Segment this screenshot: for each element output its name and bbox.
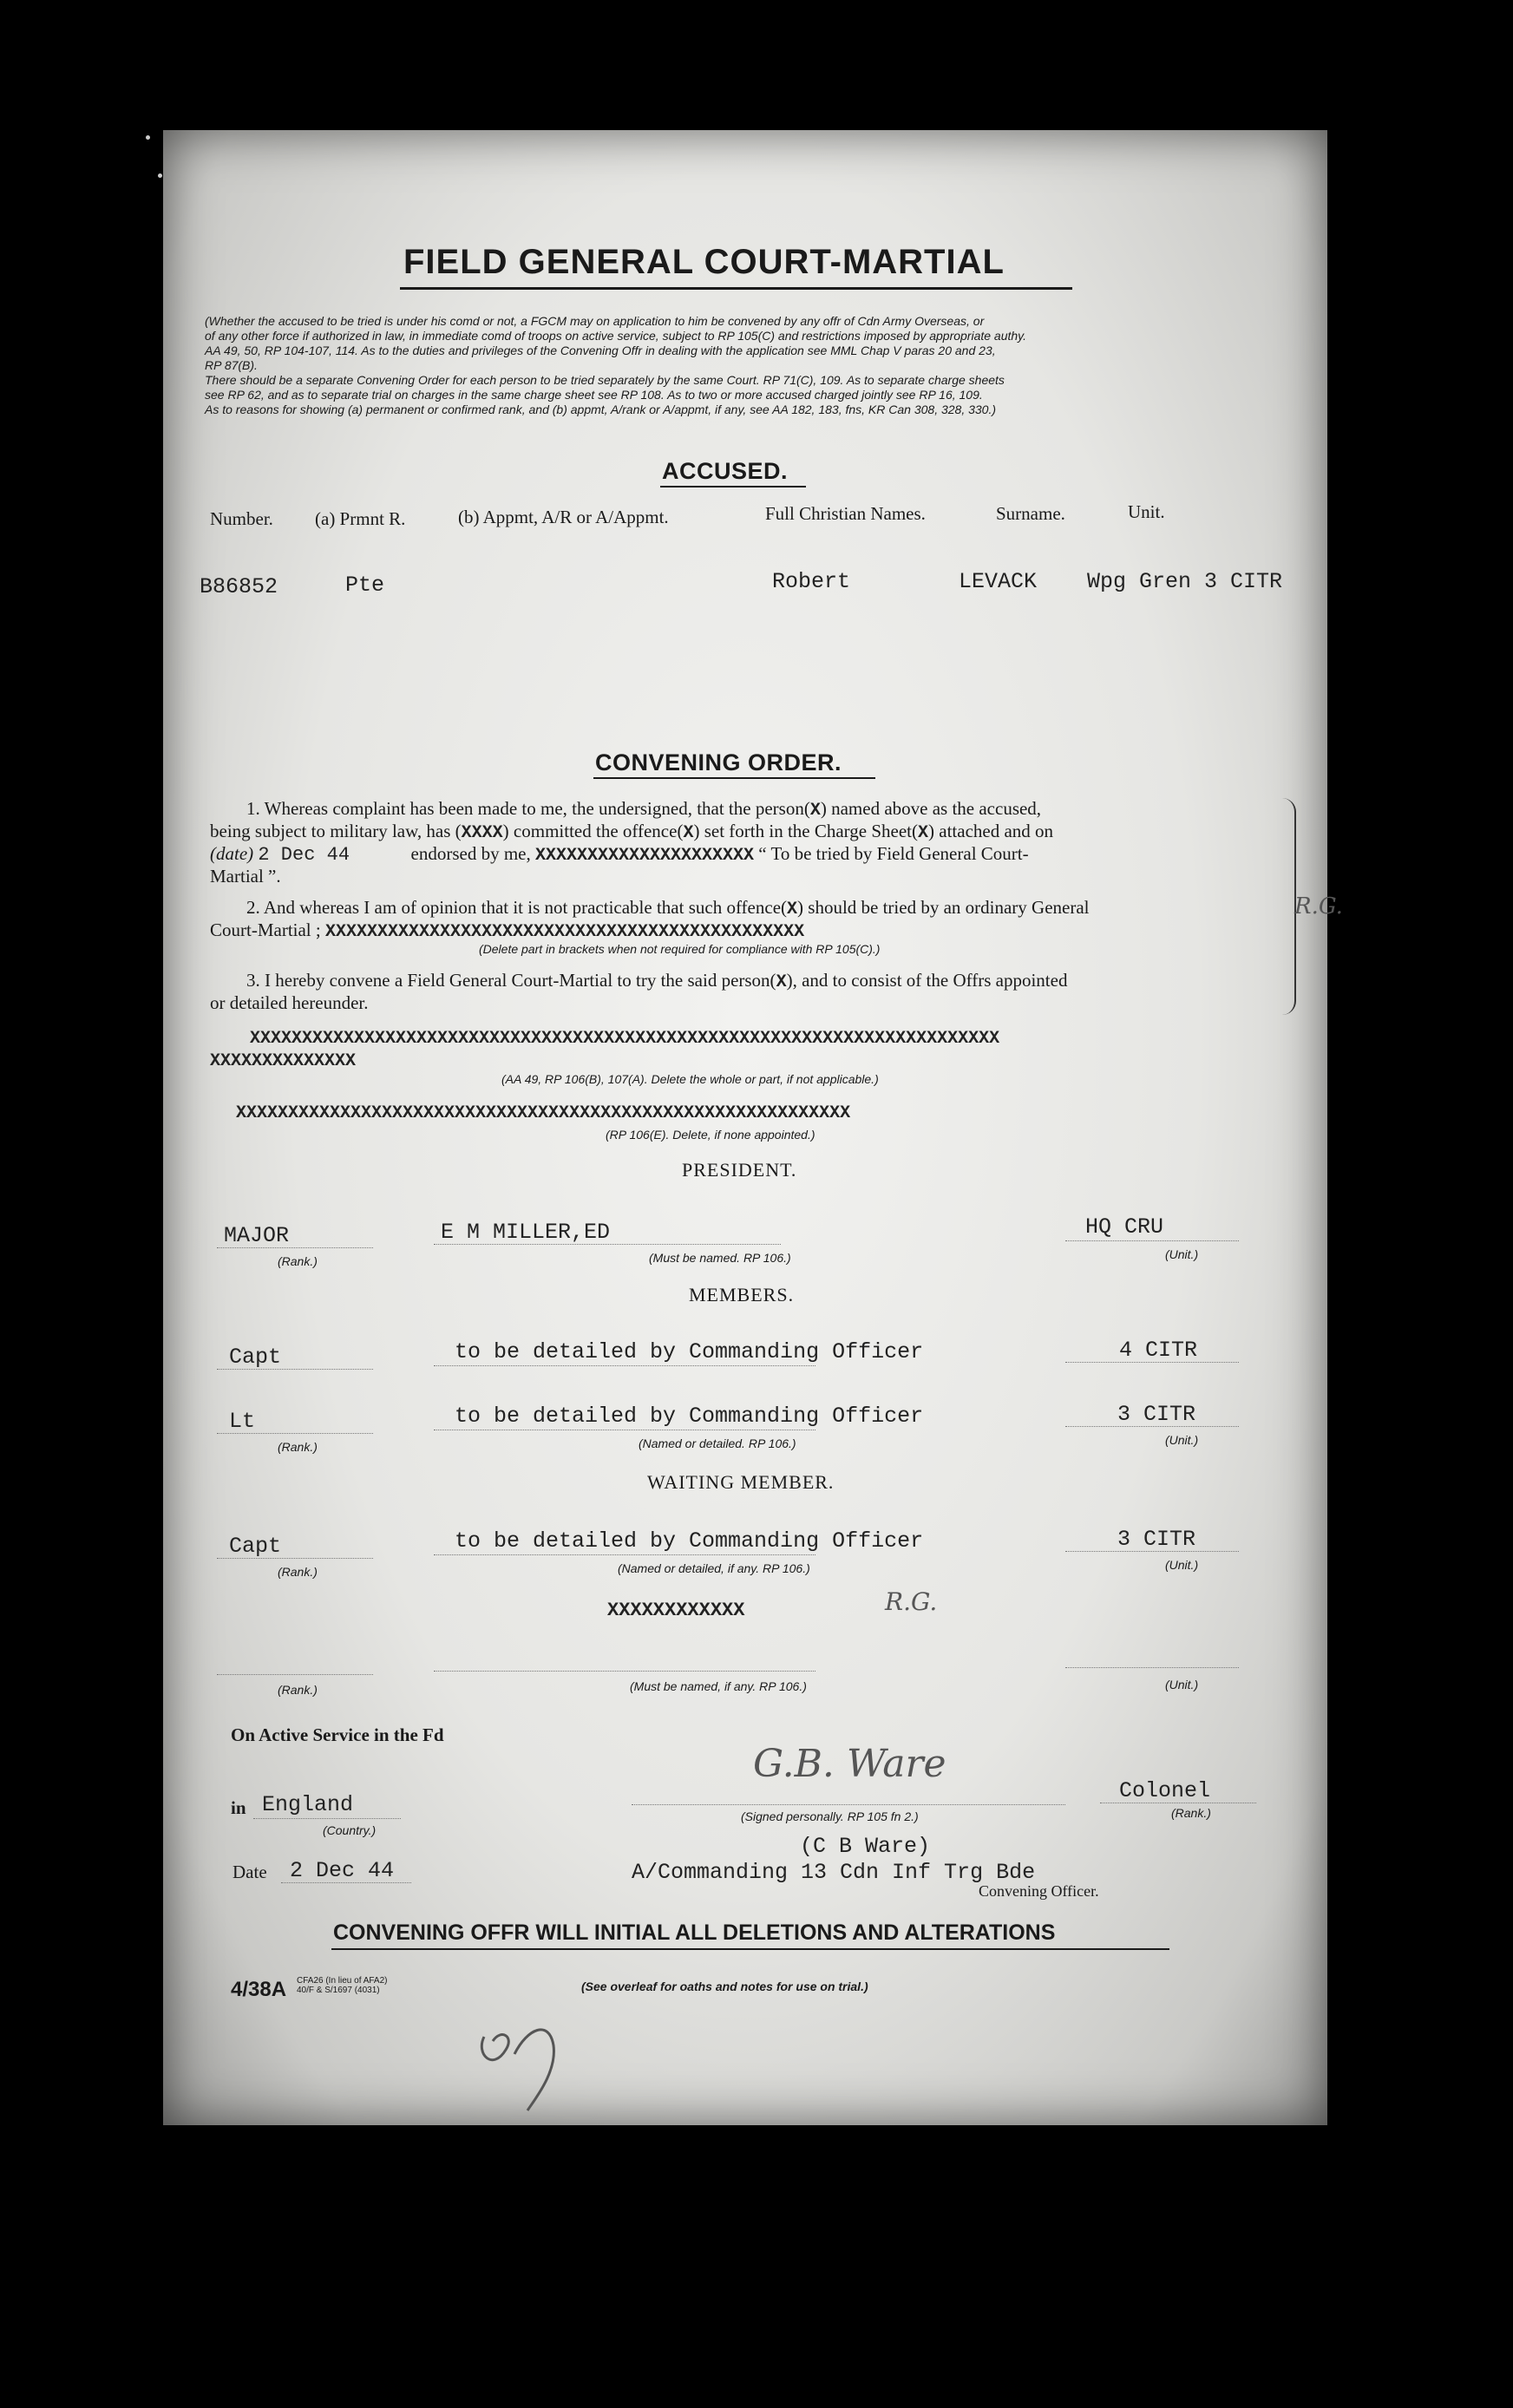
rule <box>217 1369 373 1370</box>
para3-text: ), and to consist of the Offrs appointed <box>786 970 1068 991</box>
form-number: 4/38A <box>231 1978 287 2001</box>
deleted-s: X <box>776 972 787 992</box>
para2-line1 <box>246 897 1090 920</box>
deleted-paragraph: XXXXXXXXXXXXXXXXXXXXXXXXXXXXXXXXXXXXXXXXXXXXXXXXXXXXXXXXXXXXXXXXXXXXXXXX <box>250 1029 1000 1049</box>
convening-underline <box>593 777 875 779</box>
form-small-line: 40/F & S/1697 (4031) <box>297 1986 380 1995</box>
rule <box>1065 1240 1239 1241</box>
president-heading: PRESIDENT. <box>682 1159 797 1181</box>
caption-must-be-named: (Must be named. RP 106.) <box>649 1251 791 1265</box>
para1-text: being subject to military law, has ( <box>210 821 462 841</box>
deleted-have: XXXX <box>461 823 503 843</box>
caption-rank: (Rank.) <box>1171 1806 1211 1820</box>
signatory-rank: Colonel <box>1119 1778 1211 1803</box>
para1-text: ) named above as the accused, <box>820 798 1042 819</box>
para2-text: ) should be tried by an ordinary General <box>797 897 1090 918</box>
para1-text: ) committed the offence( <box>502 821 684 841</box>
convening-officer-label: Convening Officer. <box>979 1882 1099 1900</box>
caption-named-or-detailed-if-any: (Named or detailed, if any. RP 106.) <box>618 1561 810 1575</box>
scan-speck <box>146 135 150 140</box>
caption-unit: (Unit.) <box>1165 1558 1199 1572</box>
col-prmnt-rank: (a) Prmnt R. <box>315 508 406 529</box>
intro-line: AA 49, 50, RP 104-107, 114. As to the duties and privileges of the Convening Offr in dealing with the application see MML Chap V paras 20 and 23, <box>205 344 996 357</box>
endorsed-date: 2 Dec 44 <box>258 844 350 866</box>
deleted-paragraph: XXXXXXXXXXXXXX <box>210 1051 357 1071</box>
rule <box>253 1818 401 1819</box>
para1-line2 <box>210 821 1053 844</box>
caption-aa49: (AA 49, RP 106(B), 107(A). Delete the whole or part, if not applicable.) <box>501 1072 879 1086</box>
para2-text: Court-Martial ; <box>210 919 321 940</box>
para3-text: 3. I hereby convene a Field General Court-Martial to try the said person( <box>246 970 776 991</box>
accused-underline <box>660 486 806 487</box>
para1-line4: Martial ”. <box>210 866 281 887</box>
pencil-scribble <box>467 2002 571 2115</box>
caption-country: (Country.) <box>323 1823 377 1837</box>
title-underline <box>400 287 1072 290</box>
accused-surname: LEVACK <box>959 569 1038 594</box>
date-label: (date) <box>210 843 254 864</box>
para1-text: ) set forth in the Charge Sheet( <box>693 821 919 841</box>
scan-speck <box>158 173 162 178</box>
signatory-name: (C B Ware) <box>800 1834 931 1859</box>
accused-heading: ACCUSED. <box>662 458 789 484</box>
col-number: Number. <box>210 508 273 529</box>
para1-text: “ To be tried by Field General Court- <box>758 843 1029 864</box>
form-small-line: CFA26 (In lieu of AFA2) <box>297 1976 388 1986</box>
intro-line: There should be a separate Convening Order for each person to be tried separately by the same Court. RP 71(C), 109. As to separate charge sheets <box>205 373 1005 387</box>
deleted-text: XXXXXXXXXXXXXXXXXXXXXXXXXXXXXXXXXXXXXXXXXXXXXX <box>324 922 805 942</box>
active-service: On Active Service in the Fd <box>231 1724 444 1745</box>
para1-line3 <box>210 843 1029 867</box>
form-title: FIELD GENERAL COURT-MARTIAL <box>403 243 1005 281</box>
caption-rank: (Rank.) <box>278 1440 318 1454</box>
intro-line: of any other force if authorized in law, in immediate comd of troops on active service, subject to RP 105(C) and restrictions imposed by appropriate authy. <box>205 329 1027 343</box>
convening-heading: CONVENING ORDER. <box>595 749 842 775</box>
col-surname: Surname. <box>996 503 1065 524</box>
accused-number: B86852 <box>200 574 278 599</box>
intro-line: As to reasons for showing (a) permanent or confirmed rank, and (b) appmt, A/rank or A/appmt, if any, see AA 182, 183, fns, KR Can 308, 328, 330.) <box>205 402 997 416</box>
country: England <box>262 1792 354 1817</box>
signature: G.B. Ware <box>753 1742 946 1786</box>
signatory-appointment: A/Commanding 13 Cdn Inf Trg Bde <box>632 1860 1036 1885</box>
in-label: in <box>231 1797 246 1818</box>
rule <box>217 1247 373 1248</box>
deleted-s: X <box>809 801 821 821</box>
rule <box>632 1804 1065 1805</box>
rule <box>281 1882 411 1883</box>
waiting-rank: Capt <box>229 1534 282 1559</box>
document-sheet <box>163 130 1343 2125</box>
para2-text: 2. And whereas I am of opinion that it is not practicable that such offence( <box>246 897 788 918</box>
rule <box>217 1558 373 1559</box>
footer-underline <box>331 1948 1169 1950</box>
member-name: to be detailed by Commanding Officer <box>455 1339 924 1364</box>
rule <box>434 1244 781 1245</box>
form-small-print <box>297 1976 388 1995</box>
caption-named-or-detailed: (Named or detailed. RP 106.) <box>639 1436 796 1450</box>
col-christian-names: Full Christian Names. <box>765 503 926 524</box>
member-unit: 4 CITR <box>1119 1338 1198 1363</box>
president-name: E M MILLER,ED <box>441 1220 611 1245</box>
president-unit: HQ CRU <box>1085 1214 1164 1240</box>
rule <box>434 1554 815 1555</box>
deleted-s: X <box>787 900 798 919</box>
para2-line2 <box>210 919 804 943</box>
waiting-unit: 3 CITR <box>1117 1527 1196 1552</box>
rule <box>1065 1551 1239 1552</box>
caption-must-be-named-if-any: (Must be named, if any. RP 106.) <box>630 1679 807 1693</box>
accused-rank: Pte <box>345 573 385 598</box>
intro-line: (Whether the accused to be tried is under his comd or not, a FGCM may on application to him be convened by any offr of Cdn Army Overseas, or <box>205 314 985 328</box>
president-rank: MAJOR <box>224 1223 290 1248</box>
deletion-initials: R.G. <box>885 1587 938 1616</box>
caption-rank: (Rank.) <box>278 1254 318 1268</box>
para2-caption: (Delete part in brackets when not required for compliance with RP 105(C).) <box>479 942 881 956</box>
caption-rp106e: (RP 106(E). Delete, if none appointed.) <box>606 1128 815 1142</box>
members-heading: MEMBERS. <box>689 1284 795 1305</box>
rule <box>434 1365 815 1366</box>
para3-line1 <box>246 970 1067 993</box>
caption-signed: (Signed personally. RP 105 fn 2.) <box>741 1809 919 1823</box>
margin-initials: R.G. <box>1294 893 1343 919</box>
col-appmt: (b) Appmt, A/R or A/Appmt. <box>458 507 669 527</box>
member-rank: Capt <box>229 1345 282 1370</box>
rule <box>217 1674 373 1675</box>
deleted-s: X <box>683 823 694 843</box>
caption-unit: (Unit.) <box>1165 1678 1199 1691</box>
caption-unit: (Unit.) <box>1165 1247 1199 1261</box>
para1-line1 <box>246 798 1041 821</box>
para1-text: 1. Whereas complaint has been made to me, the undersigned, that the person( <box>246 798 810 819</box>
intro-note <box>205 314 1289 417</box>
intro-line: see RP 62, and as to separate trial on charges in the same charge sheet see RP 108. As to two or more accused charged jointly see RP 16, 109. <box>205 388 983 402</box>
rule <box>1065 1667 1239 1668</box>
para1-text: endorsed by me, <box>410 843 531 864</box>
caption-rank: (Rank.) <box>278 1565 318 1579</box>
deleted-paragraph: XXXXXXXXXXXXXXXXXXXXXXXXXXXXXXXXXXXXXXXXXXXXXXXXXXXXXXXXXXX <box>236 1103 851 1123</box>
caption-unit: (Unit.) <box>1165 1433 1199 1447</box>
deleted-text: XXXXXXXXXXXXXXXXXXXXX <box>535 846 755 866</box>
footer-notice: CONVENING OFFR WILL INITIAL ALL DELETIONS AND ALTERATIONS <box>333 1921 1056 1945</box>
deleted-heading: XXXXXXXXXXXX <box>607 1600 745 1621</box>
date-value: 2 Dec 44 <box>290 1858 395 1883</box>
accused-christian-names: Robert <box>772 569 851 594</box>
caption-rank: (Rank.) <box>278 1683 318 1697</box>
date-label: Date <box>233 1862 267 1882</box>
waiting-heading: WAITING MEMBER. <box>647 1471 835 1493</box>
rule <box>1065 1426 1239 1427</box>
rule <box>434 1671 815 1672</box>
waiting-name: to be detailed by Commanding Officer <box>455 1528 924 1554</box>
para3-line2: or detailed hereunder. <box>210 992 369 1013</box>
col-unit: Unit. <box>1128 501 1165 522</box>
intro-line: RP 87(B). <box>205 358 258 372</box>
member-rank: Lt <box>229 1409 256 1434</box>
para1-text: ) attached and on <box>928 821 1054 841</box>
rule <box>1065 1362 1239 1363</box>
deleted-s: X <box>918 823 929 843</box>
rule <box>217 1433 373 1434</box>
member-name: to be detailed by Commanding Officer <box>455 1404 924 1429</box>
member-unit: 3 CITR <box>1117 1402 1196 1427</box>
overleaf-note: (See overleaf for oaths and notes for use on trial.) <box>581 1979 868 1993</box>
accused-unit: Wpg Gren 3 CITR <box>1087 569 1283 594</box>
